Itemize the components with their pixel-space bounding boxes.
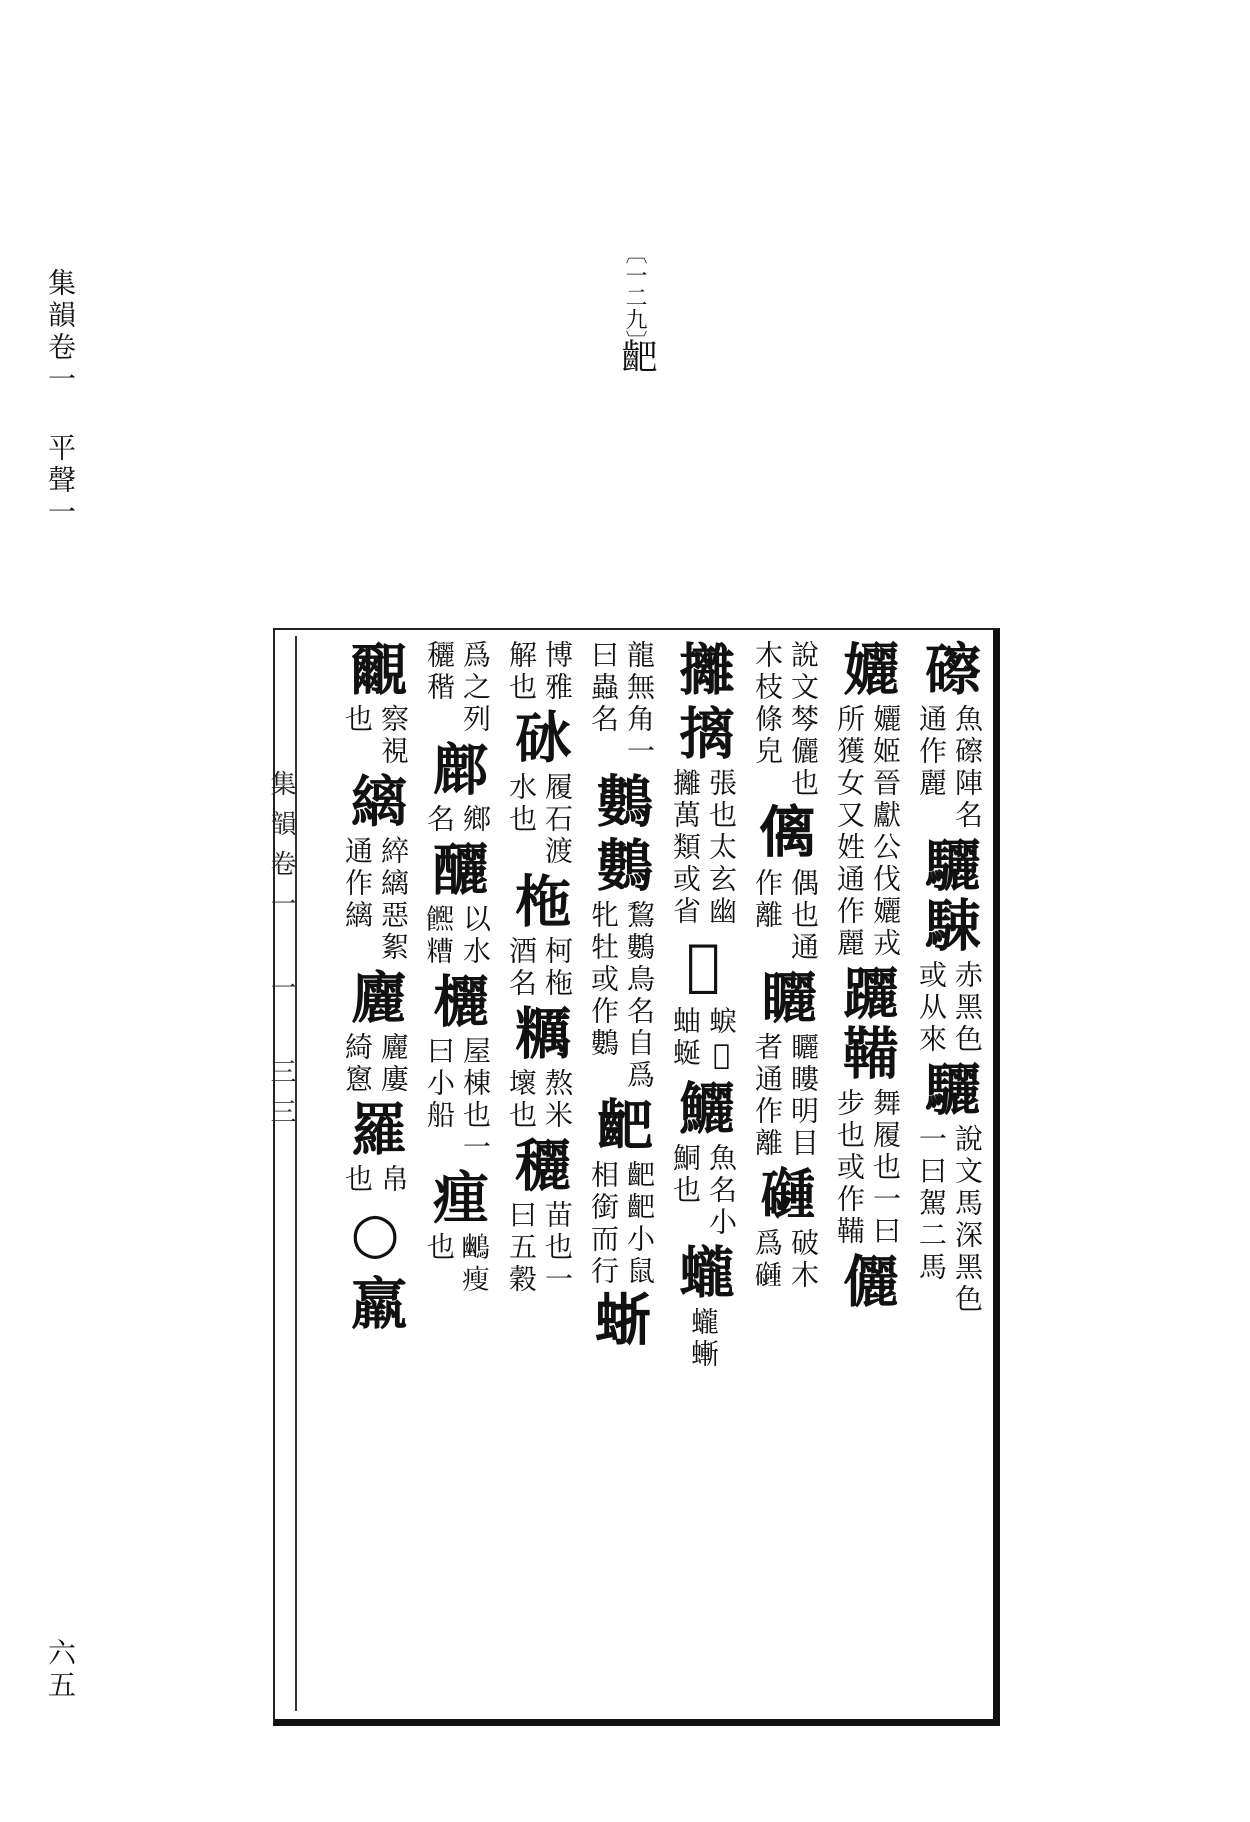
gloss-line: 𪃨瘦: [459, 1232, 492, 1296]
headword: 𧋍: [588, 1292, 654, 1352]
headword: 驪: [916, 1060, 982, 1120]
gloss-line: 攡萬類或省: [669, 768, 702, 928]
gloss-line: 或从來: [915, 960, 948, 1056]
gloss-line: 孋姬晉獻公伐孋戎: [869, 704, 902, 960]
headword: 蠬: [670, 1243, 736, 1303]
gloss-line: 苗也一: [541, 1200, 574, 1296]
headword: 羸: [342, 1274, 408, 1334]
gloss-line: 者通作離: [751, 1032, 784, 1160]
gloss-line: 壞也: [505, 1068, 538, 1132]
gloss-line: 張也太玄幽: [705, 768, 738, 928]
gloss-line: 舞履也一曰: [869, 1088, 902, 1248]
headword: 覼: [342, 640, 408, 700]
headword: 柂: [506, 872, 572, 932]
headword: 䶕: [588, 1096, 654, 1156]
gloss-line: 綺窻: [341, 1032, 374, 1096]
gloss-line: 木枝條皃: [751, 640, 784, 768]
gloss-line: 曰蟲名: [587, 640, 620, 736]
collation-note-char: 䶕: [616, 338, 657, 374]
gloss: [503, 640, 575, 704]
gloss-line: 䶕䶕小鼠: [623, 1160, 656, 1288]
gloss: [667, 1143, 739, 1239]
gloss: [503, 772, 575, 868]
gloss: [421, 904, 493, 968]
gloss-line: 鵹鷜鳥名自爲: [623, 900, 656, 1092]
gloss-line: 蠬螹: [687, 1307, 720, 1371]
gloss-line: 鮦也: [669, 1143, 702, 1207]
gloss: [913, 960, 985, 1056]
gloss: [913, 1124, 985, 1316]
page-number: 六五: [44, 1638, 77, 1702]
gloss-line: 以水: [459, 904, 492, 968]
text-column: [833, 640, 902, 1710]
gloss: [503, 936, 575, 1000]
gloss-line: 酒名: [505, 936, 538, 1000]
gloss-line: 通作麗: [915, 704, 948, 800]
gloss-line: 也: [341, 704, 374, 736]
headword: 釃: [424, 840, 490, 900]
gloss-line: 𩟄糟: [423, 904, 456, 968]
gloss-line: 帛: [377, 1164, 410, 1196]
gloss-line: 破木: [787, 1228, 820, 1292]
gloss-line: 察視: [377, 704, 410, 768]
gloss: [503, 1200, 575, 1296]
gloss-line: 解也: [505, 640, 538, 704]
text-column: [669, 640, 738, 1710]
headword: 𧓯: [670, 932, 736, 1002]
headword: 縭: [342, 772, 408, 832]
gloss-line: 鄉: [459, 804, 492, 836]
text-column: [423, 640, 492, 1710]
gloss-line: 偶也通: [787, 868, 820, 964]
headword: 砅: [506, 708, 572, 768]
text-column: [505, 640, 574, 1710]
headword: 鷜: [588, 772, 654, 832]
headword: 儷: [834, 1252, 900, 1312]
gloss-line: 爲𥗦: [751, 1228, 784, 1292]
gloss-line: 也: [423, 1232, 456, 1264]
gloss: [339, 1032, 411, 1096]
block-gutter: 集韻卷一 一 三三: [266, 770, 296, 1138]
headword: 矖: [752, 968, 818, 1028]
gloss: [585, 900, 657, 1092]
headword: 糲: [506, 1004, 572, 1064]
headword: 廲: [342, 968, 408, 1028]
gloss-line: 爲之列: [459, 640, 492, 736]
gloss-line: 曰五穀: [505, 1200, 538, 1296]
gloss-line: 博雅: [541, 640, 574, 704]
gloss: [339, 1164, 411, 1196]
headword: 穲: [506, 1136, 572, 1196]
running-title: 集韻卷一 平聲一: [44, 268, 77, 529]
gloss-line: 履石渡: [541, 772, 574, 868]
gloss-line: 柯柂: [541, 936, 574, 1000]
headword: 羅: [342, 1100, 408, 1160]
gloss-line: 綷縭惡絮: [377, 836, 410, 964]
headword: 𥗦: [752, 1164, 818, 1224]
gloss-line: 作離: [751, 868, 784, 932]
gloss-line: 水也: [505, 772, 538, 836]
headword: 䃰: [916, 640, 982, 700]
gloss-line: 魚䃰陣名: [951, 704, 984, 832]
gloss-line: 穲稭: [423, 640, 456, 704]
gloss-line: 屋棟也一: [459, 1036, 492, 1164]
gloss: [667, 768, 739, 928]
text-column: [751, 640, 820, 1710]
headword: 孋: [834, 640, 900, 700]
gloss: [421, 1036, 493, 1164]
headword: 鷜: [588, 836, 654, 896]
gloss-line: 龍無角一: [623, 640, 656, 768]
gloss: [831, 704, 903, 960]
headword: 摛: [670, 704, 736, 764]
gloss: [667, 1006, 739, 1075]
gloss-line: 熬米: [541, 1068, 574, 1132]
collation-note-label: 〔一二九〕: [622, 242, 647, 352]
gloss-line: 名: [423, 804, 456, 836]
gloss-line: 也: [341, 1164, 374, 1196]
text-column: [915, 640, 984, 1710]
text-frame: [266, 628, 1000, 1726]
gloss: [503, 1068, 575, 1132]
headword: 鱺: [670, 1079, 736, 1139]
headword: 欐: [424, 972, 490, 1032]
headword: 鄜: [424, 740, 490, 800]
gloss-line: 蚰蜒: [669, 1006, 702, 1070]
gloss: [831, 1088, 903, 1248]
gloss: [421, 640, 493, 736]
headword: 𠌯: [752, 804, 818, 864]
gloss: [339, 836, 411, 964]
gloss: [749, 1228, 821, 1292]
gloss: [421, 1232, 493, 1296]
gloss-line: 一曰駕二馬: [915, 1124, 948, 1284]
gloss: [749, 640, 821, 800]
gloss-line: 所獲女又姓通作麗: [833, 704, 866, 960]
headword: 驪駷: [916, 836, 982, 956]
headword: 躧鞴: [834, 964, 900, 1084]
gloss-line: 赤黑色: [951, 960, 984, 1056]
gloss-line: 矖瞜明目: [787, 1032, 820, 1160]
gloss: [749, 868, 821, 964]
collation-note: [610, 242, 660, 382]
gloss: [585, 640, 657, 768]
text-column: [341, 640, 410, 1710]
gloss-line: 說文馬深黑色: [951, 1124, 984, 1316]
gloss-line: 牝牡或作鷜: [587, 900, 620, 1060]
gloss-line: 廲廔: [377, 1032, 410, 1096]
gloss: [685, 1307, 721, 1371]
headword: 㾖: [424, 1168, 490, 1228]
gloss: [421, 804, 493, 836]
gloss-line: 相銜而行: [587, 1160, 620, 1288]
gloss-line: 說文棽儷也: [787, 640, 820, 800]
gloss: [913, 704, 985, 832]
gloss-line: 曰小船: [423, 1036, 456, 1132]
headword: 攡: [670, 640, 736, 700]
text-column: [587, 640, 656, 1710]
gloss-line: 通作縭: [341, 836, 374, 932]
gloss-line: 蜧𧓯: [705, 1006, 738, 1075]
headword: ○: [342, 1200, 408, 1270]
gloss-line: 魚名小: [705, 1143, 738, 1239]
gloss: [339, 704, 411, 768]
gloss-line: 步也或作鞴: [833, 1088, 866, 1248]
gloss: [749, 1032, 821, 1160]
gloss: [585, 1160, 657, 1288]
